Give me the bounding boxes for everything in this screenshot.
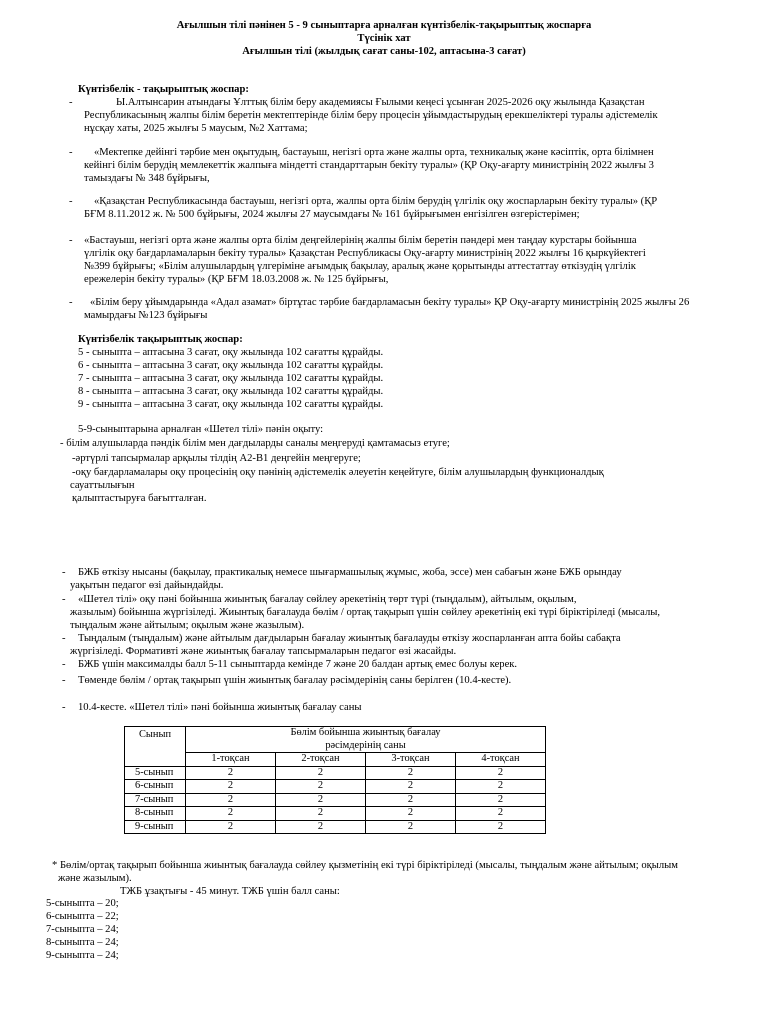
table-cell: 2 [186, 780, 276, 794]
text-line: «Мектепке дейінгі тәрбие мен оқытудың, бастауыш, негізгі орта және жалпы орта, техникалық және кәсіптік, орта білімнен [94, 147, 654, 158]
text-line: уақытын педагог өзі дайындайды. [70, 580, 224, 591]
text-line: Тыңдалым (тыңдалым) және айтылым дағдыларын бағалау жиынтық бағалауды өткізу жоспарланған апта бойы сабақта [78, 633, 621, 644]
score-line: 8-сыныпта – 24; [46, 937, 119, 948]
table-cell: 2 [276, 807, 366, 821]
table-cell-class: 6-сынып [125, 780, 186, 794]
assessment-item [70, 632, 713, 658]
table-header-quarter: 4-тоқсан [456, 753, 546, 767]
list-dash: - [62, 659, 66, 670]
table-cell: 2 [366, 780, 456, 794]
table-cell: 2 [456, 807, 546, 821]
table-cell-class: 7-сынып [125, 793, 186, 807]
list-item-reference [84, 296, 713, 322]
table-cell: 2 [366, 820, 456, 834]
text-line: БҒМ 8.11.2012 ж. № 500 бұйрығы, 2024 жылғы 27 маусымдағы № 161 бұйрығымен енгізілген өзгерістерімен; [84, 209, 580, 220]
score-line: 6-сыныпта – 22; [46, 911, 119, 922]
list-dash: - [69, 147, 73, 158]
assessment-item [70, 674, 713, 687]
text-line: тамыздағы № 348 бұйрығы, [84, 173, 210, 184]
assessment-item [70, 593, 713, 632]
goal-line: -оқу бағдарламалары оқу процесінің оқу пәнінің әдістемелік әлеуетін кеңейтуге, білім алушылардың функционалдық [72, 467, 604, 478]
list-dash: - [69, 97, 73, 108]
list-dash: - [62, 702, 66, 713]
hours-line: 7 - сыныпта – аптасына 3 сағат, оқу жылында 102 сағатты құрайды. [78, 373, 384, 384]
score-list [46, 897, 119, 962]
text-line: «Шетел тілі» оқу пәні бойынша жиынтық бағалау сөйлеу әрекетінің төрт түрі (тыңдалым), айтылым, оқылым, [78, 594, 577, 605]
text-line: Төменде бөлім / ортақ тақырып үшін жиынтық бағалау рәсімдерінің саны берілген (10.4-кесте). [78, 675, 512, 686]
duration-line: ТЖБ ұзақтығы - 45 минут. ТЖБ үшін балл саны: [120, 886, 340, 897]
assessment-count-table [124, 726, 546, 834]
table-header-group-line: Бөлім бойынша жиынтық бағалау [290, 727, 441, 738]
list-dash: - [62, 675, 66, 686]
table-cell: 2 [456, 820, 546, 834]
table-header-row [125, 727, 546, 753]
table-header-class: Сынып [125, 727, 186, 767]
text-line: нұсқау хаты, 2025 жылғы 5 маусым, №2 Хаттама; [84, 123, 308, 134]
table-cell-class: 5-сынып [125, 766, 186, 780]
table-cell: 2 [186, 793, 276, 807]
list-dash: - [69, 196, 73, 207]
text-line: кейінгі білім берудің мемлекеттік жалпыға міндетті стандарттарын бекіту туралы» (ҚР Оқу-ағарту министрінің 2022 жылғы 3 [84, 160, 654, 171]
list-dash: - [62, 594, 66, 605]
text-line: тыңдалым және айтылым; оқылым және жазылым). [70, 620, 305, 631]
table-cell: 2 [186, 766, 276, 780]
title-line-3: Ағылшын тілі (жылдық сағат саны-102, аптасына-3 сағат) [242, 46, 526, 57]
table-cell-class: 9-сынып [125, 820, 186, 834]
list-dash: - [62, 567, 66, 578]
footnote-line: * Бөлім/ортақ тақырып бойынша жиынтық бағалауда сөйлеу қызметінің екі түрі біріктіріледі (мысалы, тыңдалым және айтылым; оқылым [52, 860, 678, 871]
goal-text: білім алушыларда пәндік білім мен дағдыларды саналы меңгеруді қамтамасыз етуге; [66, 438, 450, 449]
table-row [125, 807, 546, 821]
table-row [125, 780, 546, 794]
text-line: «Бастауыш, негізгі орта және жалпы орта білім деңгейлерінің жалпы білім беретін пәндері мен таңдау курстары бойынша [84, 235, 637, 246]
list-dash: - [62, 633, 66, 644]
table-cell: 2 [456, 793, 546, 807]
list-dash: - [69, 235, 73, 246]
table-cell: 2 [456, 780, 546, 794]
table-cell: 2 [456, 766, 546, 780]
list-item-reference [84, 96, 713, 135]
table-header-quarter: 3-тоқсан [366, 753, 456, 767]
table-cell: 2 [366, 807, 456, 821]
list-item-reference [84, 234, 713, 286]
goal-text: әртүрлі тапсырмалар арқылы тілдің А2-В1 деңгейін меңгеруге; [75, 453, 361, 464]
table-row [125, 793, 546, 807]
goal-text-continued: сауаттылығын [70, 480, 135, 491]
table-caption: 10.4-кесте. «Шетел тілі» пәні бойынша жиынтық бағалау саны [78, 702, 362, 713]
hours-line: 6 - сыныпта – аптасына 3 сағат, оқу жылында 102 сағатты құрайды. [78, 360, 384, 371]
table-row [125, 820, 546, 834]
text-line: Ы.Алтынсарин атындағы Ұлттық білім беру академиясы Ғылыми кеңесі ұсынған 2025-2026 оқу жылында Қазақстан [116, 97, 645, 108]
text-line: «Білім беру ұйымдарында «Адал азамат» біртұтас тәрбие бағдарламасын бекіту туралы» ҚР Оқу-ағарту министрінің 2025 жылғы 26 [90, 297, 690, 308]
table-cell: 2 [186, 807, 276, 821]
text-line: жазылым) бойынша жүргізіледі. Жиынтық бағалауда бөлім / ортақ тақырып үшін сөйлеу әрекетінің екі түрі біріктіріледі (мысалы, [70, 607, 660, 618]
goal-line: -әртүрлі тапсырмалар арқылы тілдің А2-В1 деңгейін меңгеруге; [72, 453, 361, 464]
subject-intro: 5-9-сыныптарына арналған «Шетел тілі» пәнін оқыту: [78, 424, 324, 435]
assessment-item [70, 658, 713, 671]
section-heading-calendar-plan: Күнтізбелік - тақырыптық жоспар: [78, 84, 249, 95]
table-cell: 2 [276, 766, 366, 780]
table-header-quarter: 2-тоқсан [276, 753, 366, 767]
hours-line: 9 - сыныпта – аптасына 3 сағат, оқу жылында 102 сағатты құрайды. [78, 399, 384, 410]
text-line: БЖБ үшін максималды балл 5-11 сыныптарда кемінде 7 және 20 балдан артық емес болуы керек. [78, 659, 518, 670]
text-line: №399 бұйрығы; «Білім алушылардың үлгеріміне ағымдық бақылау, аралық және қорытынды аттестаттау өткізудің үлгілік [84, 261, 636, 272]
assessment-item [70, 566, 713, 592]
table-cell-class: 8-сынып [125, 807, 186, 821]
table-cell: 2 [276, 820, 366, 834]
text-line: ережелерін бекіту туралы» (ҚР БҒМ 18.03.2008 ж. № 125 бұйрығы, [84, 274, 389, 285]
list-item-reference [84, 195, 713, 221]
table-row [125, 766, 546, 780]
document-title-block [0, 19, 768, 58]
footnote-line: және жазылым). [58, 873, 132, 884]
score-line: 9-сыныпта – 24; [46, 950, 119, 961]
table-cell: 2 [186, 820, 276, 834]
table-cell: 2 [366, 793, 456, 807]
goal-text: оқу бағдарламалары оқу процесінің оқу пәнінің әдістемелік әлеуетін кеңейтуге, білім алушылардың функционалдық [75, 467, 604, 478]
score-line: 5-сыныпта – 20; [46, 898, 119, 909]
text-line: Республикасының жалпы білім беретін мектептерінде білім беру процесін ұйымдастырудың ерекшеліктері туралы әдістемелік [84, 110, 658, 121]
title-line-2: Түсінік хат [357, 33, 411, 44]
goal-line: - білім алушыларда пәндік білім мен дағдыларды саналы меңгеруді қамтамасыз етуге; [60, 438, 450, 449]
text-line: мамырдағы №123 бұйрығы [84, 310, 208, 321]
list-dash: - [69, 297, 73, 308]
text-line: жүргізіледі. Формативті және жиынтық бағалау тапсырмаларын педагог өзі жасайды. [70, 646, 457, 657]
hours-per-grade-list [78, 346, 383, 411]
text-line: үлгілік оқу бағдарламаларын бекіту туралы» Қазақстан Республикасы Оқу-ағарту министрінің 2022 жылғы 16 қыркүйектегі [84, 248, 646, 259]
text-line: «Қазақстан Республикасында бастауыш, негізгі орта, жалпы орта білім берудің үлгілік оқу жоспарларын бекіту туралы» (ҚР [94, 196, 658, 207]
table-cell: 2 [366, 766, 456, 780]
table-header-group-line: рәсімдерінің саны [325, 739, 406, 751]
table-header-quarter: 1-тоқсан [186, 753, 276, 767]
text-line: БЖБ өткізу нысаны (бақылау, практикалық немесе шығармашылық жұмыс, жоба, эссе) мен сабағын және БЖБ орындау [78, 567, 622, 578]
table-header-row [125, 753, 546, 767]
table-cell: 2 [276, 780, 366, 794]
list-item-reference [84, 146, 713, 185]
score-line: 7-сыныпта – 24; [46, 924, 119, 935]
hours-line: 5 - сыныпта – аптасына 3 сағат, оқу жылында 102 сағатты құрайды. [78, 347, 384, 358]
goal-text-continued: қалыптастыруға бағытталған. [72, 493, 207, 504]
title-line-1: Ағылшын тілі пәнінен 5 - 9 сыныптарға арналған күнтізбелік-тақырыптық жоспарға [176, 20, 592, 31]
hours-line: 8 - сыныпта – аптасына 3 сағат, оқу жылында 102 сағатты құрайды. [78, 386, 384, 397]
table-cell: 2 [276, 793, 366, 807]
table-header-group [186, 727, 546, 753]
section-heading-plan: Күнтізбелік тақырыптық жоспар: [78, 334, 243, 345]
